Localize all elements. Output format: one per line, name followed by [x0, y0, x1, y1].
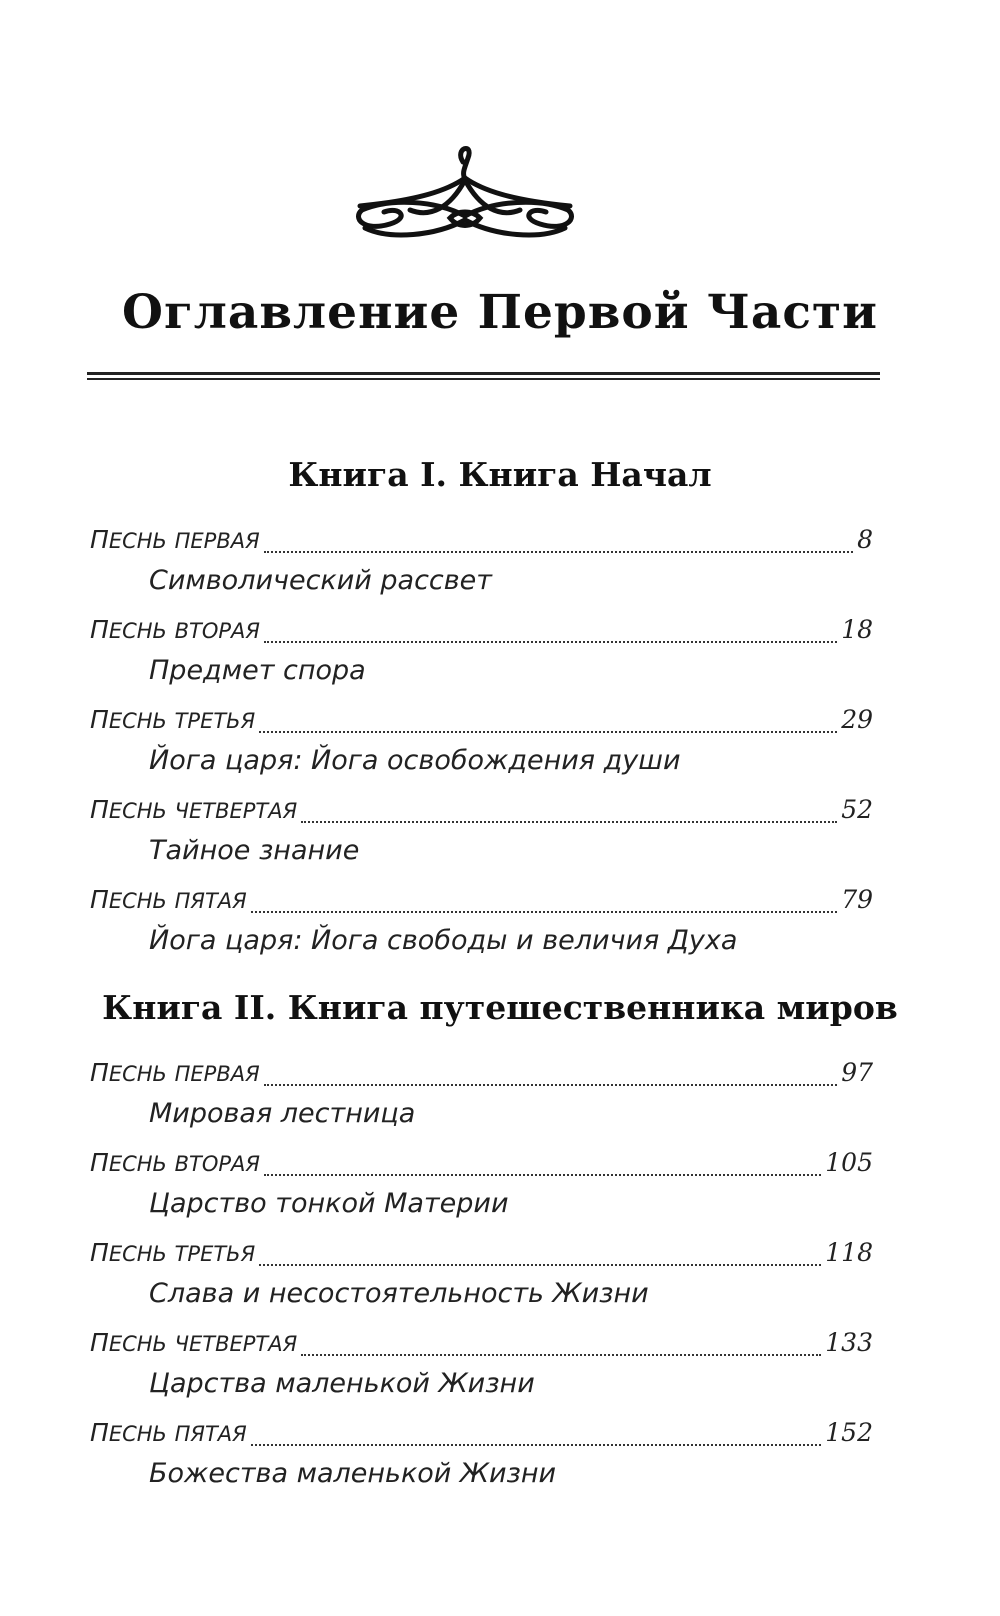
- dot-leader: [251, 909, 837, 913]
- dot-leader: [251, 1442, 822, 1446]
- toc-entry[interactable]: [90, 1058, 873, 1148]
- page-number: 29: [841, 705, 873, 734]
- dot-leader: [264, 639, 837, 643]
- canto-label: ПЕСНЬ ВТОРАЯ: [90, 1148, 260, 1177]
- dot-leader: [259, 729, 837, 733]
- book-heading: Книга II. Книга путешественника миров: [102, 988, 898, 1027]
- canto-subtitle: Мировая лестница: [149, 1098, 416, 1129]
- canto-label: ПЕСНЬ ПЕРВАЯ: [90, 1058, 260, 1087]
- page-number: 52: [841, 795, 873, 824]
- toc-entry[interactable]: [90, 705, 873, 795]
- toc-entry[interactable]: [90, 885, 873, 975]
- ornament-icon: [350, 140, 580, 245]
- toc-section-book-1: [90, 525, 873, 975]
- canto-subtitle: Тайное знание: [149, 835, 360, 866]
- page-number: 118: [825, 1238, 873, 1267]
- dot-leader: [264, 1082, 838, 1086]
- book-heading: Книга I. Книга Начал: [288, 455, 712, 494]
- page-number: 133: [825, 1328, 873, 1357]
- canto-label: ПЕСНЬ ЧЕТВЕРТАЯ: [90, 795, 298, 824]
- canto-subtitle: Божества маленькой Жизни: [149, 1458, 557, 1489]
- page-title: Оглавление Первой Части: [122, 285, 878, 340]
- page-number: 18: [841, 615, 873, 644]
- toc-entry[interactable]: [90, 615, 873, 705]
- toc-section-book-2: [90, 1058, 873, 1508]
- canto-label: ПЕСНЬ ЧЕТВЕРТАЯ: [90, 1328, 298, 1357]
- dot-leader: [264, 1172, 821, 1176]
- canto-subtitle: Предмет спора: [149, 655, 366, 686]
- toc-entry[interactable]: [90, 1328, 873, 1418]
- toc-entry[interactable]: [90, 1148, 873, 1238]
- page-number: 152: [825, 1418, 873, 1447]
- canto-label: ПЕСНЬ ТРЕТЬЯ: [90, 1238, 256, 1267]
- canto-label: ПЕСНЬ ПЕРВАЯ: [90, 525, 260, 554]
- dot-leader: [264, 549, 853, 553]
- canto-subtitle: Царство тонкой Материи: [149, 1188, 509, 1219]
- canto-subtitle: Символический рассвет: [149, 565, 493, 596]
- toc-entry[interactable]: [90, 525, 873, 615]
- title-divider-thin: [87, 378, 880, 380]
- page-number: 97: [841, 1058, 873, 1087]
- dot-leader: [259, 1262, 821, 1266]
- page-number: 8: [857, 525, 873, 554]
- canto-subtitle: Царства маленькой Жизни: [149, 1368, 535, 1399]
- canto-subtitle: Слава и несостоятельность Жизни: [149, 1278, 649, 1309]
- toc-entry[interactable]: [90, 795, 873, 885]
- canto-subtitle: Йога царя: Йога освобождения души: [149, 745, 681, 776]
- dot-leader: [301, 1352, 821, 1356]
- canto-label: ПЕСНЬ ПЯТАЯ: [90, 1418, 247, 1447]
- canto-subtitle: Йога царя: Йога свободы и величия Духа: [149, 925, 738, 956]
- canto-label: ПЕСНЬ ВТОРАЯ: [90, 615, 260, 644]
- canto-label: ПЕСНЬ ТРЕТЬЯ: [90, 705, 256, 734]
- toc-entry[interactable]: [90, 1238, 873, 1328]
- page-number: 79: [841, 885, 873, 914]
- title-divider: [87, 372, 880, 375]
- canto-label: ПЕСНЬ ПЯТАЯ: [90, 885, 247, 914]
- page-number: 105: [825, 1148, 873, 1177]
- toc-entry[interactable]: [90, 1418, 873, 1508]
- dot-leader: [301, 819, 837, 823]
